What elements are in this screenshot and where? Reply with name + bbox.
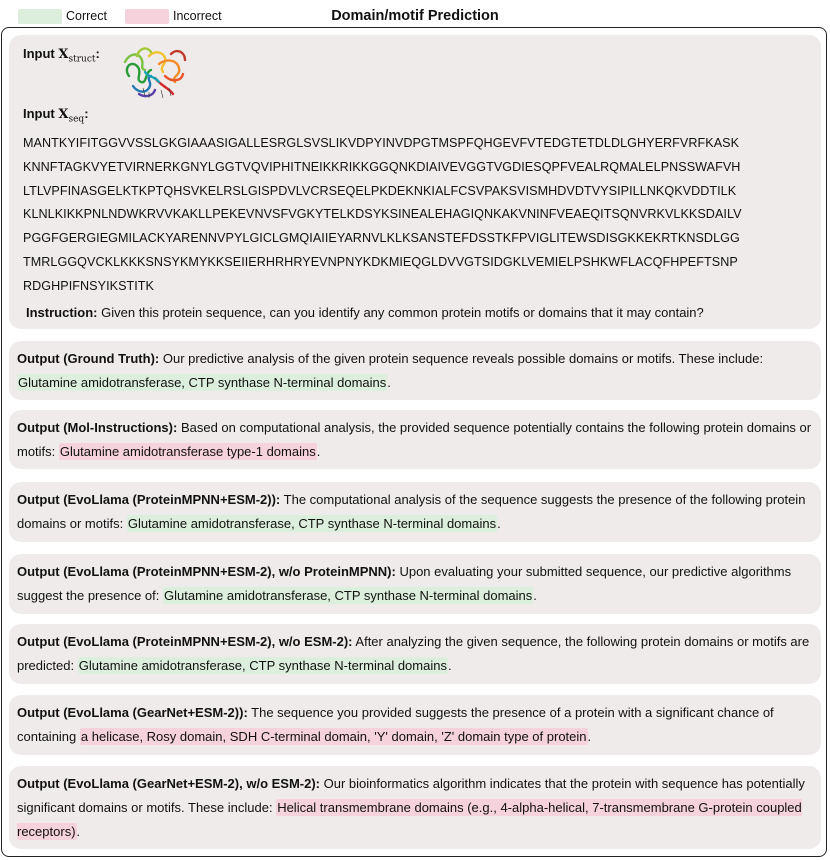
output-evollama-wo-proteinmpnn: Output (EvoLlama (ProteinMPNN+ESM-2), w/o ProteinMPNN): Upon evaluating your submitted sequence, our predictive algorithms suggest the presence of: Glutamine amidotransferase, CTP synthase N-terminal domains. bbox=[9, 554, 821, 614]
sequence-line: TMRLGGQVCKLKKKSNSYKMYKKSEIIERHRHRYEVNPNYKDKMIEQGLDVVGTSIDGKLVEMIELPSHKWFLACQFHPEFTSNP bbox=[23, 255, 738, 270]
output-label: Output (EvoLlama (ProteinMPNN+ESM-2), w/o ProteinMPNN): bbox=[17, 564, 396, 579]
instruction bbox=[23, 301, 807, 325]
sequence-line: LTLVPFINASGELKTKPTQHSVKELRSLGISPDVLVCRSEQELPKDEKNKIALFCSVPAKSVISMHDVDTVYSIPILLNKQKVDDTILK bbox=[23, 183, 737, 198]
output-evollama-gearnet-wo-esm2: Output (EvoLlama (GearNet+ESM-2), w/o ESM-2): Our bioinformatics algorithm indicates that the protein with sequence has potentially significant domains or motifs. These include: Helical transmembrane domains (e.g., 4-alpha-helical, 7-transmembrane G-protein coupled receptors). bbox=[9, 766, 821, 849]
sequence-line: MANTKYIFITGGVVSSLGKGIAAASIGALLESRGLSVSLIKVDPYINVDPGTMSPFQHGEVFVTEDGTETDLDLGHYERFVRFKASK bbox=[23, 136, 740, 151]
output-answer: Glutamine amidotransferase, CTP synthase N-terminal domains bbox=[18, 375, 387, 390]
sequence-line: RDGHPIFNSYIKSTITK bbox=[23, 278, 154, 293]
output-answer: Glutamine amidotransferase type-1 domains bbox=[59, 444, 316, 459]
output-label: Output (EvoLlama (ProteinMPNN+ESM-2), w/o ESM-2): bbox=[17, 634, 353, 649]
output-label: Output (EvoLlama (ProteinMPNN+ESM-2)): bbox=[17, 492, 281, 507]
sequence-line: PGGFGERGIEGMILACKYARENNVPYLGICLGMQIAIIEYARNVLKLKSANSTEFDSSTKFPVIGLITEWSDISGKKEKRTKNSDLGG bbox=[23, 231, 740, 246]
sequence-line: KLNLKIKKPNLNDWKRVVKAKLLPEKEVNVSFVGKYTELKDSYKSINEALEHAGIQNKAKVNINFVEAEQITSQNVRKVLKKSDAILV bbox=[23, 207, 742, 222]
input-panel bbox=[9, 35, 821, 329]
output-answer: Glutamine amidotransferase, CTP synthase N-terminal domains bbox=[164, 588, 533, 603]
output-text: Our predictive analysis of the given protein sequence reveals possible domains or motifs. These include: bbox=[162, 351, 764, 366]
seq-input-label: Input $X_{seq}$: bbox=[23, 106, 89, 125]
output-answer: a helicase, Rosy domain, SDH C-terminal domain, 'Y' domain, 'Z' domain type of protein bbox=[80, 729, 587, 744]
correct-legend-label: Correct bbox=[66, 9, 107, 23]
output-text: After analyzing the given sequence, the following protein domains or motifs are predicted: bbox=[17, 634, 810, 673]
output-answer: Helical transmembrane domains (e.g., 4-alpha-helical, 7-transmembrane G-protein coupled receptors) bbox=[17, 800, 802, 839]
output-answer: Glutamine amidotransferase, CTP synthase N-terminal domains bbox=[127, 516, 497, 531]
output-text: The sequence you provided suggests the presence of a protein with a significant chance of containing bbox=[17, 705, 774, 744]
output-label: Output (EvoLlama (GearNet+ESM-2), w/o ESM-2): bbox=[17, 776, 321, 791]
output-mol-instructions: Output (Mol-Instructions): Based on computational analysis, the provided sequence potentially contains the following protein domains or motifs: Glutamine amidotransferase type-1 domains. bbox=[9, 410, 821, 469]
output-text: The computational analysis of the sequence suggests the presence of the following protein domains or motifs: bbox=[17, 492, 806, 531]
output-label: Output (Ground Truth): bbox=[17, 351, 160, 366]
output-text: Upon evaluating your submitted sequence, our predictive algorithms suggest the presence of: bbox=[17, 564, 792, 603]
figure-title: Domain/motif Prediction bbox=[331, 8, 499, 24]
output-evollama-gearnet-esm2: Output (EvoLlama (GearNet+ESM-2)): The sequence you provided suggests the presence of a protein with a significant chance of containing a helicase, Rosy domain, SDH C-terminal domain, 'Y' domain, 'Z' domain type of protein. bbox=[9, 695, 821, 755]
struct-input-row bbox=[23, 42, 807, 100]
protein-structure-image bbox=[115, 42, 191, 100]
instruction-text: Given this protein sequence, can you identify any common protein motifs or domains that it may contain? bbox=[101, 304, 704, 320]
struct-input-label: Input $X_{struct}$: bbox=[23, 46, 100, 65]
output-text: Our bioinformatics algorithm indicates that the protein with sequence has potentially significant domains or motifs. These include: bbox=[17, 776, 805, 815]
output-answer: Glutamine amidotransferase, CTP synthase N-terminal domains bbox=[78, 658, 447, 673]
output-evollama-wo-esm2: Output (EvoLlama (ProteinMPNN+ESM-2), w/o ESM-2): After analyzing the given sequence, the following protein domains or motifs are predicted: Glutamine amidotransferase, CTP synthase N-terminal domains. bbox=[9, 624, 821, 684]
output-label: Output (Mol-Instructions): bbox=[17, 420, 178, 435]
output-label: Output (EvoLlama (GearNet+ESM-2)): bbox=[17, 705, 248, 720]
sequence-line: KNNFTAGKVYETVIRNERKGNYLGGTVQVIPHITNEIKKRIKKGGQNKDIAIVEVGGTVGDIESQPFVEALRQMALELPNSSWAFVH bbox=[23, 159, 741, 174]
incorrect-legend-label: Incorrect bbox=[172, 9, 222, 23]
instruction-label: Instruction: bbox=[26, 304, 98, 320]
output-text: Based on computational analysis, the provided sequence potentially contains the following protein domains or motifs: bbox=[17, 420, 812, 459]
output-ground-truth: Output (Ground Truth): Our predictive analysis of the given protein sequence reveals possible domains or motifs. These include: Glutamine amidotransferase, CTP synthase N-terminal domains. bbox=[9, 341, 821, 400]
output-evollama-proteinmpnn-esm2: Output (EvoLlama (ProteinMPNN+ESM-2)): The computational analysis of the sequence suggests the presence of the following protein domains or motifs: Glutamine amidotransferase, CTP synthase N-terminal domains. bbox=[9, 482, 821, 542]
